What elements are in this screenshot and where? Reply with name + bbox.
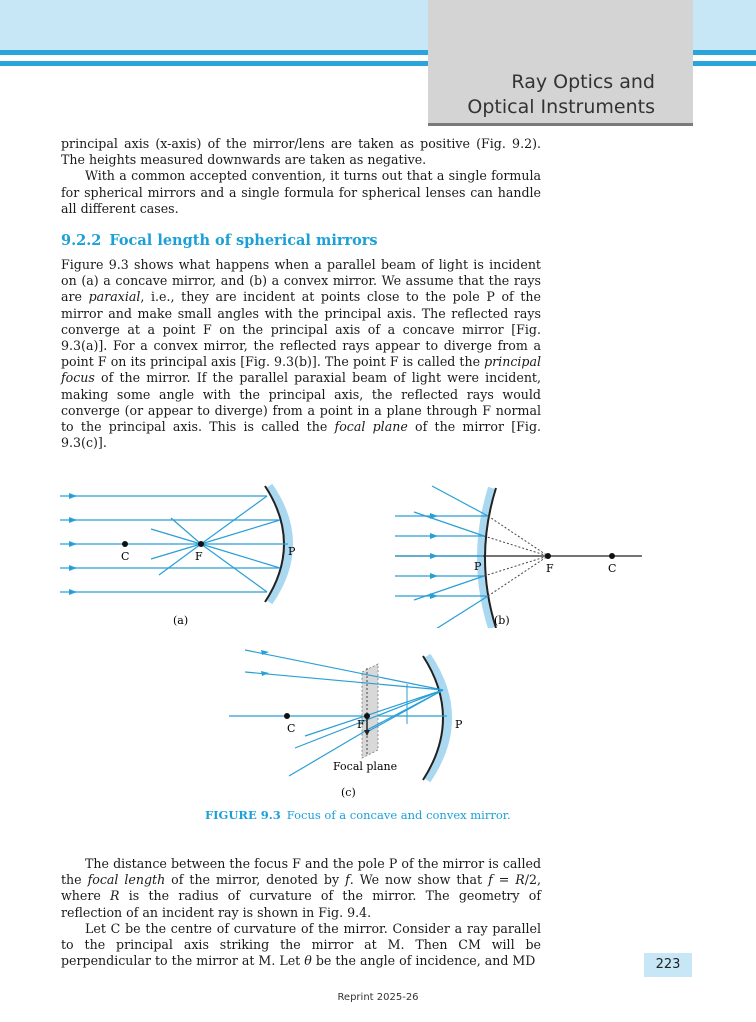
- term-paraxial: paraxial: [88, 289, 141, 305]
- section-title: Focal length of spherical mirrors: [109, 232, 378, 249]
- paragraph: principal axis (x-axis) of the mirror/lens are taken as positive (Fig. 9.2). The heights measured downwards are taken as negative.: [61, 136, 541, 168]
- term-focal-plane: focal plane: [334, 419, 408, 435]
- focal-length-derivation-text: [61, 856, 541, 969]
- label-f: F: [357, 718, 365, 731]
- text-run: =: [492, 872, 516, 888]
- text-run: of the mirror [Fig. 9.3(c)].: [61, 419, 542, 451]
- point-c: [609, 553, 615, 559]
- section-number: 9.2.2: [61, 232, 102, 249]
- text-run: Let C be the centre of curvature of the mirror. Consider a ray parallel to the principal axis striking the mirror at M. Then CM will be perpendicular to the mirror at M. Let: [61, 920, 541, 969]
- text-run: be the angle of incidence, and MD: [311, 953, 536, 969]
- term-focal-length: focal length: [87, 872, 166, 888]
- section-heading: [61, 232, 378, 249]
- chapter-title-line2: Optical Instruments: [467, 96, 655, 118]
- label-p: P: [474, 560, 482, 573]
- paragraph: [61, 856, 541, 921]
- subfigure-label: (a): [173, 614, 189, 627]
- point-c: [122, 541, 128, 547]
- text-run: /2, where: [61, 872, 541, 904]
- intro-text: [61, 136, 541, 217]
- label-p: P: [288, 545, 296, 558]
- text-run: of the mirror. If the parallel paraxial beam of light were incident, making some angle with the principal axis, the reflected rays would converge (or appear to diverge) from a point in a plane through F normal to the principal axis. This is called the: [61, 370, 541, 435]
- subfigure-label: (c): [341, 786, 356, 799]
- chapter-tab: [428, 0, 693, 126]
- paragraph: With a common accepted convention, it turns out that a single formula for spherical mirrors and a single formula for spherical lenses can handle all different cases.: [61, 168, 541, 216]
- label-c: C: [608, 562, 617, 575]
- point-c: [284, 713, 290, 719]
- label-c: C: [287, 722, 296, 735]
- symbol-r: R: [110, 888, 120, 904]
- figure-caption-text: Focus of a concave and convex mirror.: [286, 808, 511, 822]
- paragraph: [61, 257, 541, 451]
- focal-plane-shading: [362, 664, 378, 758]
- reprint-footer: Reprint 2025-26: [337, 992, 419, 1003]
- figure-a-concave-mirror: [55, 478, 315, 628]
- text-run: The distance between the focus F and the pole P of the mirror is called the: [61, 856, 541, 888]
- symbol-r: R: [515, 872, 525, 888]
- text-run: is the radius of curvature of the mirror. The geometry of reflection of an incident ray is shown in Fig. 9.4.: [61, 888, 541, 920]
- symbol-f: f: [345, 872, 350, 888]
- symbol-f: f: [488, 872, 493, 888]
- subfigure-label: (b): [494, 614, 510, 627]
- point-f: [545, 553, 551, 559]
- label-f: F: [546, 562, 554, 575]
- focal-length-text: [61, 257, 541, 451]
- symbol-theta: θ: [304, 953, 312, 969]
- text-run: . We now show that: [349, 872, 489, 888]
- page-number: 223: [644, 953, 692, 977]
- figure-c-focal-plane: [225, 640, 485, 800]
- term-principal-focus: principal focus: [61, 354, 541, 386]
- chapter-title: [415, 70, 655, 120]
- label-c: C: [121, 550, 130, 563]
- figure-caption-label: FIGURE 9.3: [205, 808, 281, 822]
- label-focal-plane: Focal plane: [333, 760, 398, 773]
- chapter-title-line1: Ray Optics and: [511, 71, 655, 93]
- figure-b-convex-mirror: [390, 478, 650, 628]
- text-run: of the mirror, denoted by: [165, 872, 346, 888]
- paragraph: [61, 921, 541, 970]
- point-f: [364, 713, 370, 719]
- point-f: [198, 541, 204, 547]
- label-p: P: [455, 718, 463, 731]
- text-run: Figure 9.3 shows what happens when a parallel beam of light is incident on (a) a concave mirror, and (b) a convex mirror. We assume that the rays are: [61, 257, 541, 305]
- text-run: , i.e., they are incident at points close to the pole P of the mirror and make small angles with the principal axis. The reflected rays converge at a point F on the principal axis of a concave mirror [Fig. 9.3(a)]. For a convex mirror, the reflected rays appear to diverge from a point F on its principal axis [Fig. 9.3(b)]. The point F is called the: [61, 289, 541, 370]
- figure-caption: [205, 808, 511, 822]
- label-f: F: [195, 550, 203, 563]
